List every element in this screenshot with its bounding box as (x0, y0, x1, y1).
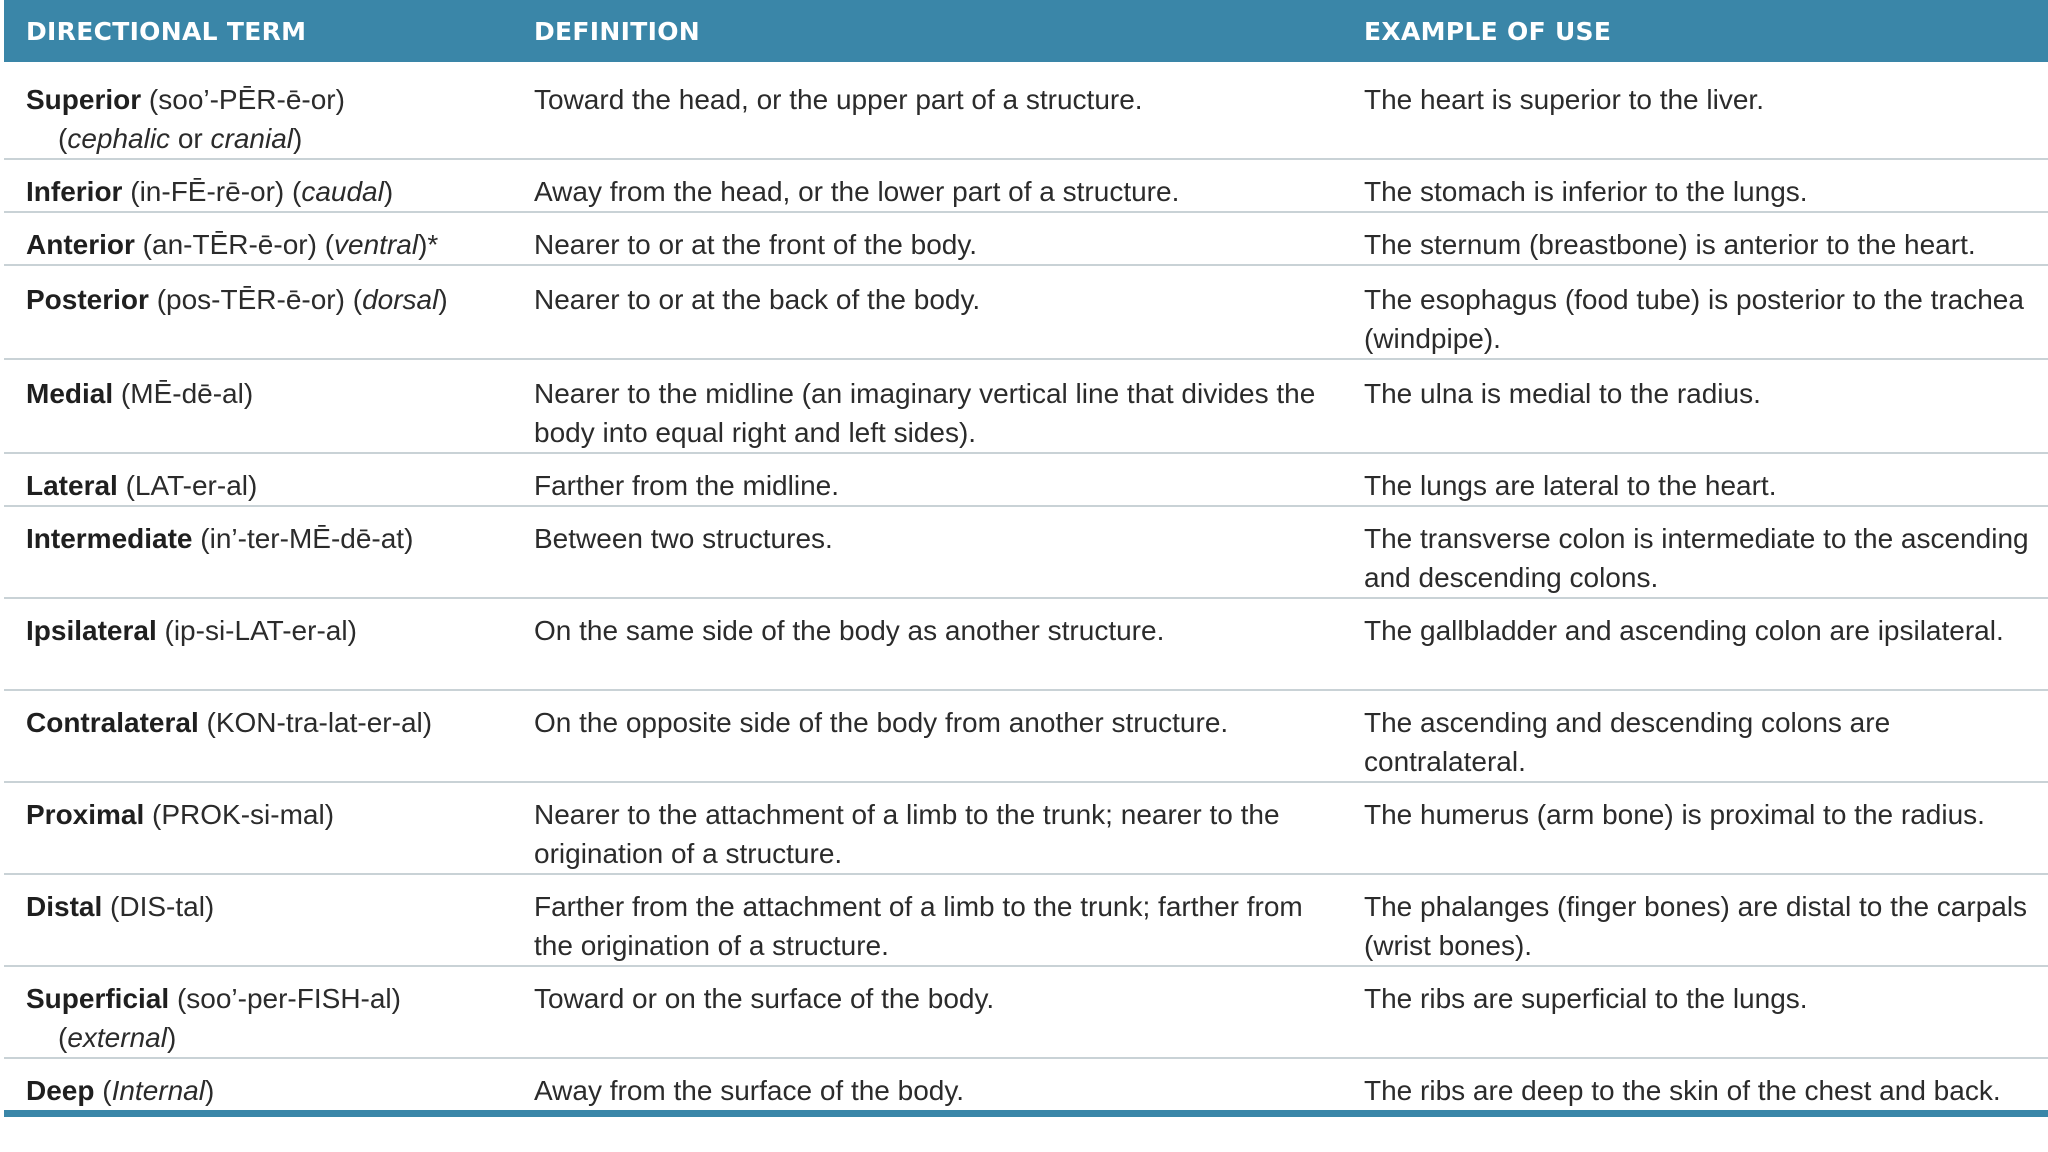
term-name: Inferior (26, 176, 123, 207)
term-cell (4, 265, 508, 359)
term-name: Deep (26, 1075, 95, 1106)
term-cell (4, 506, 508, 598)
term-name: Lateral (26, 470, 118, 501)
term-name: Contralateral (26, 707, 199, 738)
table-row (4, 506, 2048, 598)
example-cell: The humerus (arm bone) is proximal to the radius. (1338, 782, 2048, 874)
table-row (4, 212, 2048, 265)
term-pronunciation: (in-FĒ-rē-or) (122, 176, 293, 207)
term-name: Superior (26, 84, 142, 115)
term-pronunciation: (ip-si-LAT-er-al) (156, 615, 357, 646)
term-pronunciation: (MĒ-dē-al) (113, 378, 254, 409)
example-cell: The gallbladder and ascending colon are ipsilateral. (1338, 598, 2048, 690)
definition-cell: Away from the surface of the body. (508, 1058, 1338, 1114)
example-cell: The lungs are lateral to the heart. (1338, 453, 2048, 506)
term-cell (4, 782, 508, 874)
term-name: Intermediate (26, 523, 193, 554)
term-alternate: (dorsal) (352, 284, 448, 315)
term-alternate: (external) (58, 1022, 177, 1053)
term-cell (4, 62, 508, 159)
term-pronunciation: (an-TĒR-ē-or) (134, 229, 325, 260)
header-definition: DEFINITION (534, 16, 700, 46)
term-name: Proximal (26, 799, 145, 830)
term-pronunciation: (soo’-per-FISH-al) (169, 983, 401, 1014)
header-directional-term: DIRECTIONAL TERM (26, 16, 307, 46)
definition-cell: Farther from the attachment of a limb to the trunk; farther from the origination of a structure. (508, 874, 1338, 966)
definition-cell: Nearer to the midline (an imaginary vertical line that divides the body into equal right and left sides). (508, 359, 1338, 453)
definition-cell: Toward the head, or the upper part of a structure. (508, 62, 1338, 159)
example-cell: The sternum (breastbone) is anterior to the heart. (1338, 212, 2048, 265)
term-cell (4, 1058, 508, 1114)
table-row (4, 453, 2048, 506)
term-name: Posterior (26, 284, 149, 315)
definition-cell: Toward or on the surface of the body. (508, 966, 1338, 1058)
term-pronunciation: (pos-TĒR-ē-or) (148, 284, 353, 315)
term-pronunciation: (DIS-tal) (102, 891, 215, 922)
definition-cell: Farther from the midline. (508, 453, 1338, 506)
example-cell: The heart is superior to the liver. (1338, 62, 2048, 159)
example-cell: The stomach is inferior to the lungs. (1338, 159, 2048, 212)
term-pronunciation: (LAT-er-al) (117, 470, 258, 501)
term-name: Anterior (26, 229, 135, 260)
definition-cell: Between two structures. (508, 506, 1338, 598)
table-body (4, 62, 2048, 1114)
term-pronunciation: (PROK-si-mal) (144, 799, 335, 830)
term-cell (4, 690, 508, 782)
table-row (4, 782, 2048, 874)
table-row (4, 265, 2048, 359)
term-name: Medial (26, 378, 114, 409)
term-cell (4, 598, 508, 690)
table-row (4, 359, 2048, 453)
example-cell: The ribs are deep to the skin of the chest and back. (1338, 1058, 2048, 1114)
directional-terms-table-container (4, 0, 2048, 1152)
table-header (4, 0, 2048, 62)
header-row (4, 0, 2048, 62)
definition-cell: Nearer to the attachment of a limb to the trunk; nearer to the origination of a structure. (508, 782, 1338, 874)
term-name: Distal (26, 891, 103, 922)
term-alternate: (ventral)* (324, 229, 439, 260)
term-alternate: (caudal) (292, 176, 394, 207)
term-cell (4, 874, 508, 966)
example-cell: The ribs are superficial to the lungs. (1338, 966, 2048, 1058)
definition-cell: Away from the head, or the lower part of a structure. (508, 159, 1338, 212)
definition-cell: Nearer to or at the back of the body. (508, 265, 1338, 359)
term-name: Superficial (26, 983, 170, 1014)
definition-cell: On the same side of the body as another structure. (508, 598, 1338, 690)
term-cell (4, 966, 508, 1058)
definition-cell: Nearer to or at the front of the body. (508, 212, 1338, 265)
term-pronunciation: (KON-tra-lat-er-al) (198, 707, 433, 738)
table-row (4, 966, 2048, 1058)
example-cell: The ulna is medial to the radius. (1338, 359, 2048, 453)
header-example-of-use: EXAMPLE OF USE (1364, 16, 1612, 46)
table-row (4, 690, 2048, 782)
term-name: Ipsilateral (26, 615, 157, 646)
example-cell: The transverse colon is intermediate to the ascending and descending colons. (1338, 506, 2048, 598)
table-row (4, 598, 2048, 690)
term-cell (4, 212, 508, 265)
term-cell (4, 359, 508, 453)
directional-terms-table (4, 0, 2048, 1117)
example-cell: The phalanges (finger bones) are distal to the carpals (wrist bones). (1338, 874, 2048, 966)
table-row (4, 1058, 2048, 1114)
table-row (4, 62, 2048, 159)
table-row (4, 874, 2048, 966)
definition-cell: On the opposite side of the body from another structure. (508, 690, 1338, 782)
term-pronunciation: (soo’-PĒR-ē-or) (141, 84, 345, 115)
example-cell: The ascending and descending colons are contralateral. (1338, 690, 2048, 782)
term-pronunciation: (in’-ter-MĒ-dē-at) (192, 523, 414, 554)
term-alternate: (Internal) (102, 1075, 215, 1106)
term-cell (4, 453, 508, 506)
example-cell: The esophagus (food tube) is posterior to the trachea (windpipe). (1338, 265, 2048, 359)
term-cell (4, 159, 508, 212)
table-row (4, 159, 2048, 212)
term-alternate: (cephalic or cranial) (58, 123, 303, 154)
